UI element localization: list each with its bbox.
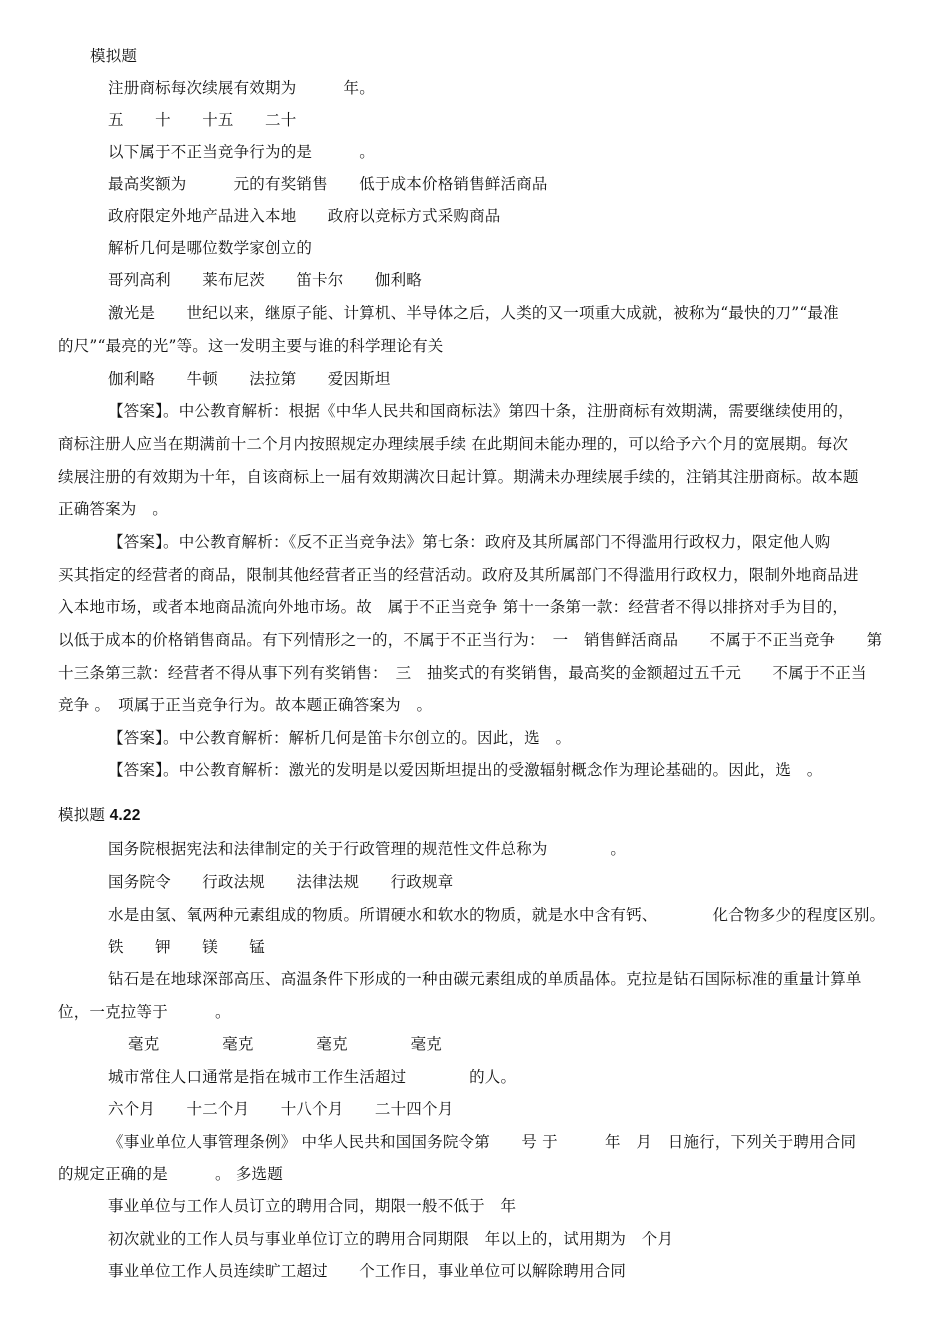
options-line: 国务院令 行政法规 法律法规 行政规章: [108, 873, 454, 891]
question-line: 的尺”“最亮的光”等。这一发明主要与谁的科学理论有关: [58, 337, 444, 355]
answer-line: 【答案】。中公教育解析：解析几何是笛卡尔创立的。因此，选 。: [108, 729, 572, 747]
question-line: 钻石是在地球深部高压、高温条件下形成的一种由碳元素组成的单质晶体。克拉是钻石国际标准的重量计算单: [108, 970, 862, 988]
options-line: 事业单位工作人员连续旷工超过 个工作日，事业单位可以解除聘用合同: [108, 1262, 627, 1280]
answer-line: 【答案】。中公教育解析：根据《中华人民共和国商标法》第四十条，注册商标有效期满，需要继续使用的，: [108, 402, 854, 420]
options-line: 五 十 十五 二十: [108, 111, 297, 129]
options-line: 毫克 毫克 毫克 毫克: [128, 1035, 443, 1053]
answer-line: 入本地市场，或者本地商品流向外地市场。故 属于不正当竞争 第十一条第一款：经营者不得以排挤对手为目的，: [58, 598, 849, 616]
question-line: 位，一克拉等于 。: [58, 1003, 231, 1021]
answer-line: 以低于成本的价格销售商品。有下列情形之一的，不属于不正当行为： 一 销售鲜活商品 不属于不正当竞争 第: [58, 631, 883, 649]
question-line: 解析几何是哪位数学家创立的: [108, 239, 313, 257]
question-line: 的规定正确的是 。 多选题: [58, 1165, 283, 1183]
options-line: 政府限定外地产品进入本地 政府以竞标方式采购商品: [108, 207, 501, 225]
options-line: 伽利略 牛顿 法拉第 爱因斯坦: [108, 370, 391, 388]
answer-line: 十三条第三款：经营者不得从事下列有奖销售： 三 抽奖式的有奖销售，最高奖的金额超过五千元 不属于不正当: [58, 664, 867, 682]
options-line: 事业单位与工作人员订立的聘用合同，期限一般不低于 年: [108, 1197, 517, 1215]
question-line: 注册商标每次续展有效期为 年。: [108, 79, 375, 97]
answer-line: 买其指定的经营者的商品，限制其他经营者正当的经营活动。政府及其所属部门不得滥用行政权力，限制外地商品进: [58, 566, 859, 584]
section-title: 模拟题: [90, 47, 138, 65]
question-line: 激光是 世纪以来，继原子能、计算机、半导体之后，人类的又一项重大成就，被称为“最快的刀”“最准: [108, 304, 839, 322]
answer-line: 正确答案为 。: [58, 500, 168, 518]
question-line: 以下属于不正当竞争行为的是 。: [108, 143, 375, 161]
question-line: 城市常住人口通常是指在城市工作生活超过 的人。: [108, 1068, 517, 1086]
section-title-number: 4.22: [109, 807, 141, 824]
section-title-prefix: 模拟题: [58, 807, 110, 824]
section-title: [58, 806, 141, 826]
options-line: 铁 钾 镁 锰: [108, 938, 266, 956]
options-line: 初次就业的工作人员与事业单位订立的聘用合同期限 年以上的，试用期为 个月: [108, 1230, 674, 1248]
answer-line: 商标注册人应当在期满前十二个月内按照规定办理续展手续 在此期间未能办理的，可以给予六个月的宽展期。每次: [58, 435, 849, 453]
question-line: 水是由氢、氧两种元素组成的物质。所谓硬水和软水的物质，就是水中含有钙、 化合物多少的程度区别。: [108, 906, 886, 924]
answer-line: 【答案】。中公教育解析：《反不正当竞争法》第七条：政府及其所属部门不得滥用行政权力，限定他人购: [108, 533, 831, 551]
options-line: 哥列高利 莱布尼茨 笛卡尔 伽利略: [108, 271, 423, 289]
question-line: 国务院根据宪法和法律制定的关于行政管理的规范性文件总称为 。: [108, 840, 627, 858]
options-line: 六个月 十二个月 十八个月 二十四个月: [108, 1100, 454, 1118]
answer-line: 【答案】。中公教育解析：激光的发明是以爱因斯坦提出的受激辐射概念作为理论基础的。因此，选 。: [108, 761, 823, 779]
answer-line: 续展注册的有效期为十年，自该商标上一届有效期满次日起计算。期满未办理续展手续的，注销其注册商标。故本题: [58, 468, 859, 486]
options-line: 最高奖额为 元的有奖销售 低于成本价格销售鲜活商品: [108, 175, 548, 193]
answer-line: 竞争 。 项属于正当竞争行为。故本题正确答案为 。: [58, 696, 433, 714]
question-line: 《事业单位人事管理条例》 中华人民共和国国务院令第 号 于 年 月 日施行，下列关于聘用合同: [108, 1133, 857, 1151]
